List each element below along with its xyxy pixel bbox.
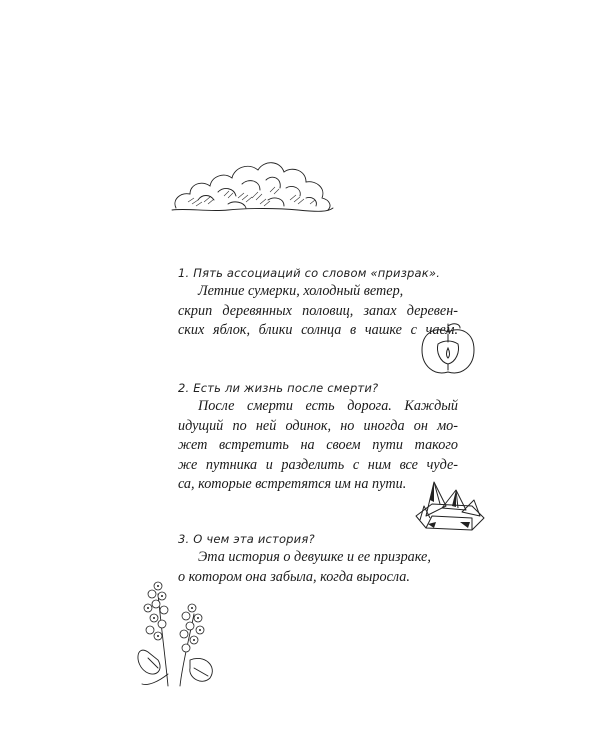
cloud-icon xyxy=(168,150,336,222)
answer-2-line-4: же путника и разделить с ним все чуде- xyxy=(178,456,458,473)
apple-icon xyxy=(418,322,478,380)
answer-3-line-2: о котором она забыла, когда выросла. xyxy=(178,568,410,585)
question-1: 1. Пять ассоциаций со словом «призрак». xyxy=(178,266,441,280)
answer-1 xyxy=(178,282,458,341)
question-3: 3. О чем эта история? xyxy=(178,532,315,546)
crystals-icon xyxy=(412,476,488,534)
answer-2-line-1: После смерти есть дорога. Каждый xyxy=(198,398,458,414)
answer-2-line-2: идущий по ней одинок, но иногда он мо- xyxy=(178,417,458,434)
answer-3-line-1: Эта история о девушке и ее призраке, xyxy=(198,549,431,565)
lilac-flowers-icon xyxy=(128,574,224,692)
answer-1-line-1: Летние сумерки, холодный ветер, xyxy=(198,283,404,299)
answer-1-line-3: ских яблок, блики солнца в чашке с чаем. xyxy=(178,322,458,338)
answer-2-line-5: са, которые встретятся им на пути. xyxy=(178,476,407,492)
answer-2-line-3: жет встретить на своем пути такого xyxy=(178,437,458,453)
question-2: 2. Есть ли жизнь после смерти? xyxy=(178,381,379,395)
answer-1-line-2: скрип деревянных половиц, запах деревен- xyxy=(178,302,458,319)
qa-item-1 xyxy=(178,264,458,341)
